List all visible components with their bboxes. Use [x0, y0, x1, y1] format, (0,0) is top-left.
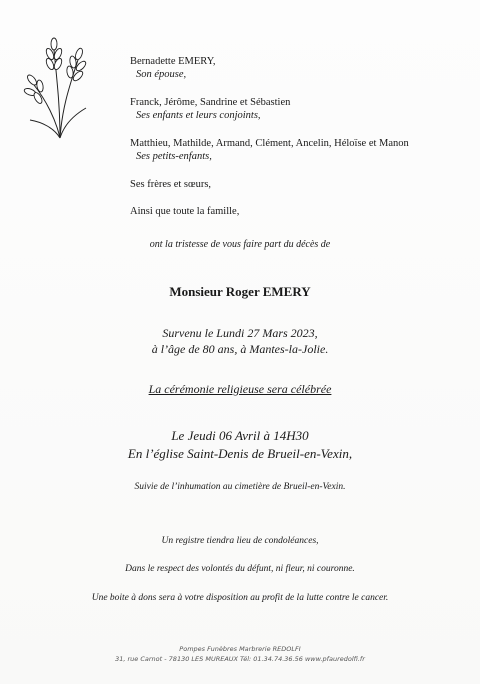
registry-note: Un registre tiendra lieu de condoléances, — [161, 536, 319, 546]
family-grandchildren — [130, 137, 409, 163]
death-date: Survenu le Lundi 27 Mars 2023, — [162, 326, 318, 340]
footer-address: 31, rue Carnot - 78130 LES MUREAUX Tél: 01.34.74.36.56 www.pfauredolfi.fr — [115, 655, 365, 663]
family-name: Bernadette EMERY, — [130, 56, 216, 67]
family-all: Ainsi que toute la famille, — [130, 206, 240, 217]
family-name: Matthieu, Mathilde, Armand, Clément, Ancelin, Héloïse et Manon — [130, 138, 409, 149]
ceremony-place: En l’église Saint-Denis de Brueil-en-Vexin, — [127, 446, 353, 461]
death-place: à l’âge de 80 ans, à Mantes-la-Jolie. — [151, 342, 329, 356]
family-spouse — [130, 55, 216, 81]
ceremony-date: Le Jeudi 06 Avril à 14H30 — [171, 428, 309, 443]
family-relation: Ses enfants et leurs conjoints, — [136, 110, 261, 121]
family-children — [130, 96, 290, 122]
family-siblings: Ses frères et sœurs, — [130, 179, 212, 190]
ceremony-title: La cérémonie religieuse sera célébrée — [148, 382, 332, 396]
wheat-icon — [20, 30, 100, 140]
wishes-note: Dans le respect des volontés du défunt, ni fleur, ni couronne. — [125, 564, 355, 574]
deceased-name: Monsieur Roger EMERY — [169, 284, 311, 299]
donation-note: Une boite à dons sera à votre disposition au profit de la lutte contre le cancer. — [91, 593, 389, 603]
family-relation: Son épouse, — [136, 69, 187, 80]
announcement: ont la tristesse de vous faire part du décès de — [149, 239, 331, 250]
footer-company: Pompes Funèbres Marbrerie REDOLFI — [179, 645, 301, 653]
family-name: Franck, Jérôme, Sandrine et Sébastien — [130, 97, 291, 108]
burial-note: Suivie de l’inhumation au cimetière de Brueil-en-Vexin. — [134, 482, 346, 492]
family-relation: Ses petits-enfants, — [136, 151, 212, 162]
